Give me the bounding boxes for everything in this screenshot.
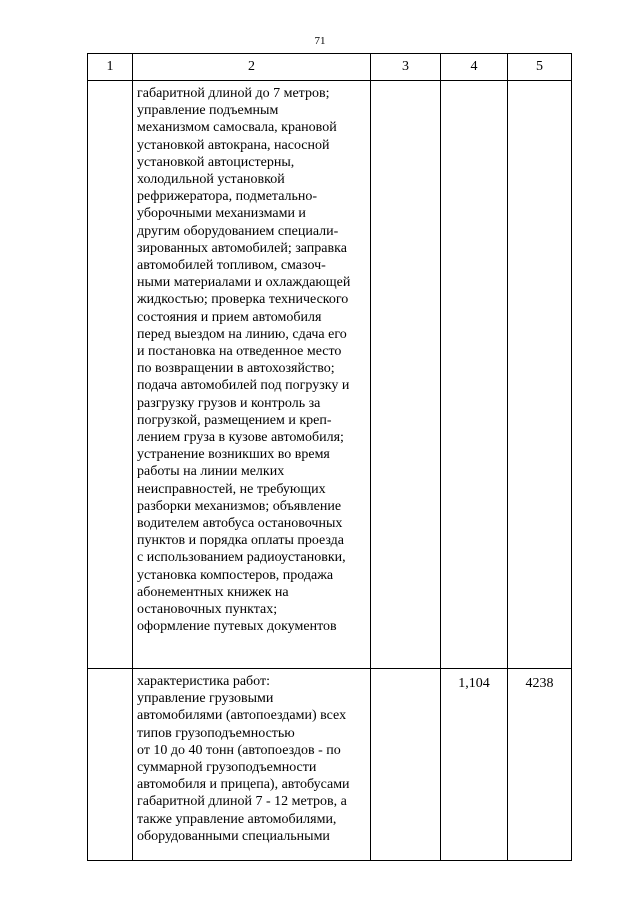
text-line: от 10 до 40 тонн (автопоездов - по	[137, 742, 341, 758]
header-cell-5: 5	[508, 54, 572, 81]
text-line: и постановка на отведенное место	[137, 344, 342, 360]
text-line: пунктов и порядка оплаты проезда	[137, 533, 345, 549]
text-line: устранение возникших во время	[137, 447, 330, 463]
text-line: установкой автокрана, насосной	[137, 137, 330, 153]
text-line: другим оборудованием специали-	[137, 223, 339, 239]
row1-description	[133, 81, 371, 669]
row2-coefficient: 1,104	[441, 669, 508, 861]
row1-col3	[371, 81, 441, 669]
text-line: разгрузку грузов и контроль за	[137, 395, 321, 411]
text-line: зированных автомобилей; заправка	[137, 240, 347, 256]
table-row	[88, 669, 572, 861]
row1-col1	[88, 81, 133, 669]
text-line: подача автомобилей под погрузку и	[137, 378, 350, 394]
row2-col3	[371, 669, 441, 861]
row2-description	[133, 669, 371, 861]
text-line: механизмом самосвала, крановой	[137, 120, 337, 136]
text-line: автомобилями (автопоездами) всех	[137, 708, 347, 724]
text-line: работы на линии мелких	[137, 464, 285, 480]
text-line: неисправностей, не требующих	[137, 481, 326, 497]
text-line: оформление путевых документов	[137, 619, 337, 635]
text-line: перед выездом на линию, сдача его	[137, 326, 347, 342]
text-line: разборки механизмов; объявление	[137, 498, 342, 514]
text-line: установка компостеров, продажа	[137, 567, 334, 583]
text-line: управление подъемным	[137, 103, 279, 119]
header-cell-2: 2	[133, 54, 371, 81]
page-number: 71	[314, 35, 326, 47]
text-line: рефрижератора, подметально-	[137, 189, 318, 205]
text-line: габаритной длиной 7 - 12 метров, а	[137, 794, 347, 810]
text-line: холодильной установкой	[137, 172, 285, 188]
text-line: также управление автомобилями,	[137, 811, 337, 827]
text-line: характеристика работ:	[137, 674, 270, 689]
text-line: остановочных пунктах;	[137, 602, 278, 618]
text-line: абонементных книжек на	[137, 584, 289, 600]
text-line: автомобилей топливом, смазоч-	[137, 258, 326, 274]
table-row	[88, 81, 572, 669]
text-line: ными материалами и охлаждающей	[137, 275, 351, 291]
header-cell-3: 3	[371, 54, 441, 81]
row1-col4	[441, 81, 508, 669]
row2-col1	[88, 669, 133, 861]
text-line: управление грузовыми	[137, 691, 274, 707]
header-cell-4: 4	[441, 54, 508, 81]
text-line: типов грузоподъемностью	[137, 725, 295, 741]
tariff-table	[87, 53, 572, 861]
text-line: погрузкой, размещением и креп-	[137, 412, 332, 428]
table-header-row	[88, 54, 572, 81]
text-line: оборудованными специальными	[137, 828, 330, 844]
text-line: автомобиля и прицепа), автобусами	[137, 777, 350, 793]
text-line: установкой автоцистерны,	[137, 154, 295, 170]
text-line: водителем автобуса остановочных	[137, 516, 343, 532]
text-line: с использованием радиоустановки,	[137, 550, 346, 566]
row1-col5	[508, 81, 572, 669]
text-line: состояния и прием автомобиля	[137, 309, 322, 325]
text-line: уборочными механизмами и	[137, 206, 306, 222]
text-line: лением груза в кузове автомобиля;	[137, 430, 344, 446]
text-line: габаритной длиной до 7 метров;	[137, 86, 330, 101]
text-line: по возвращении в автохозяйство;	[137, 361, 335, 377]
header-cell-1: 1	[88, 54, 133, 81]
row2-rate: 4238	[508, 669, 572, 861]
text-line: жидкостью; проверка технического	[137, 292, 349, 308]
text-line: суммарной грузоподъемности	[137, 760, 317, 776]
